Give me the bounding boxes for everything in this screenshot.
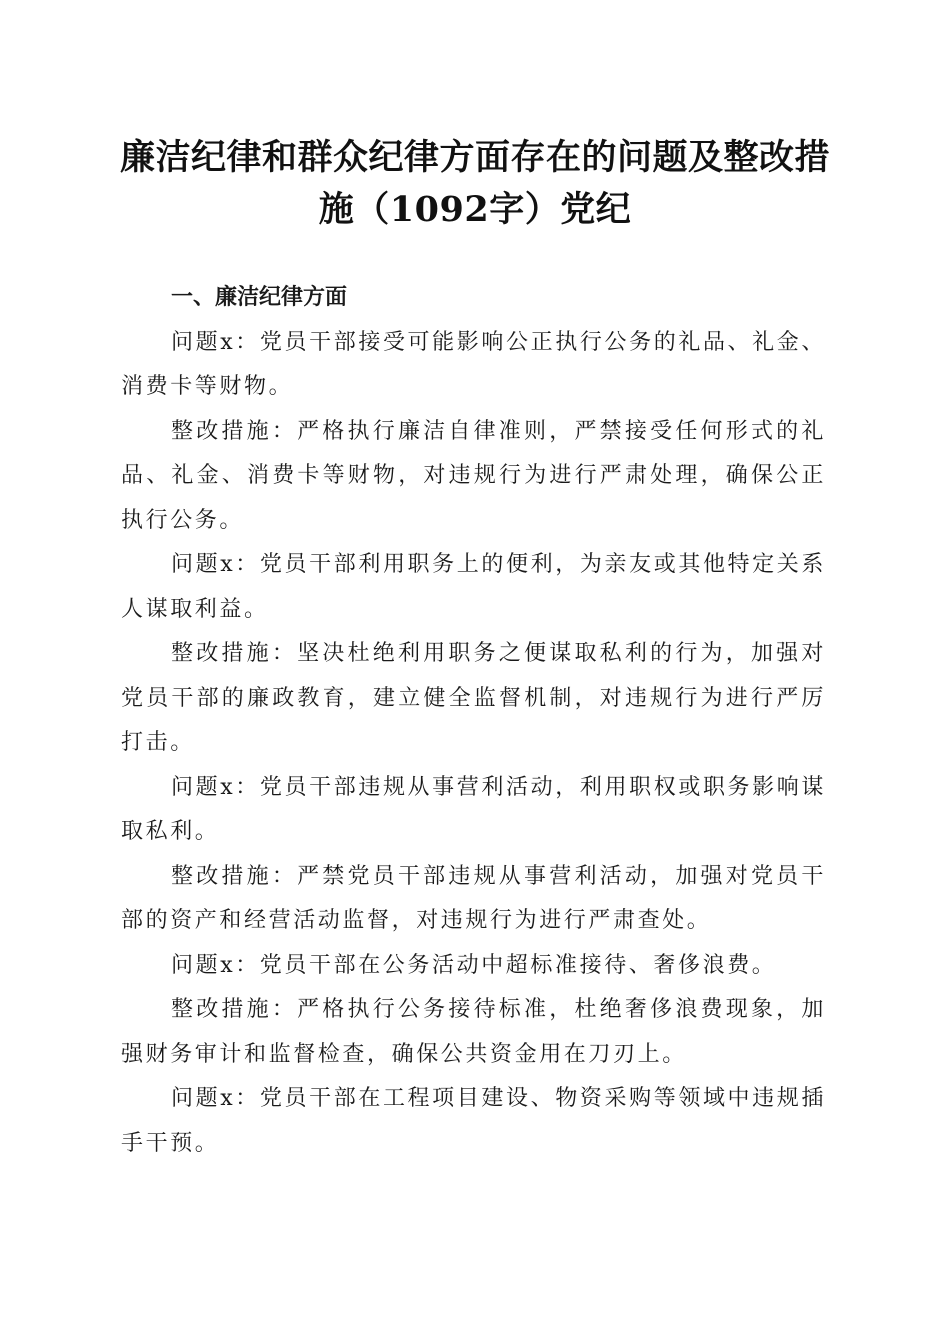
- document-title-line-2: 施（1092字）党纪: [318, 189, 632, 230]
- document-title-line-1: 廉洁纪律和群众纪律方面存在的问题及整改措: [119, 137, 830, 178]
- measure-paragraph-3: 整改措施：严禁党员干部违规从事营利活动，加强对党员干部的资产和经营活动监督，对违规行为进行严肃查处。: [121, 863, 826, 933]
- problem-paragraph-2: 问题x：党员干部利用职务上的便利，为亲友或其他特定关系人谋取利益。: [121, 552, 826, 622]
- section-heading: 一、廉洁纪律方面: [171, 285, 348, 310]
- problem-paragraph-4: 问题x：党员干部在公务活动中超标准接待、奢侈浪费。: [171, 952, 777, 978]
- problem-paragraph-1: 问题x：党员干部接受可能影响公正执行公务的礼品、礼金、消费卡等财物。: [121, 329, 826, 399]
- document-body: [121, 276, 826, 1166]
- measure-paragraph-4: 整改措施：严格执行公务接待标准，杜绝奢侈浪费现象，加强财务审计和监督检查，确保公共资金用在刀刃上。: [121, 997, 826, 1067]
- measure-paragraph-2: 整改措施：坚决杜绝利用职务之便谋取私利的行为，加强对党员干部的廉政教育，建立健全监督机制，对违规行为进行严厉打击。: [121, 641, 826, 755]
- measure-paragraph-1: 整改措施：严格执行廉洁自律准则，严禁接受任何形式的礼品、礼金、消费卡等财物，对违规行为进行严肃处理，确保公正执行公务。: [121, 418, 826, 533]
- document-title: [100, 132, 850, 236]
- problem-paragraph-5: 问题x：党员干部在工程项目建设、物资采购等领域中违规插手干预。: [121, 1086, 826, 1156]
- problem-paragraph-3: 问题x：党员干部违规从事营利活动，利用职权或职务影响谋取私利。: [121, 774, 826, 844]
